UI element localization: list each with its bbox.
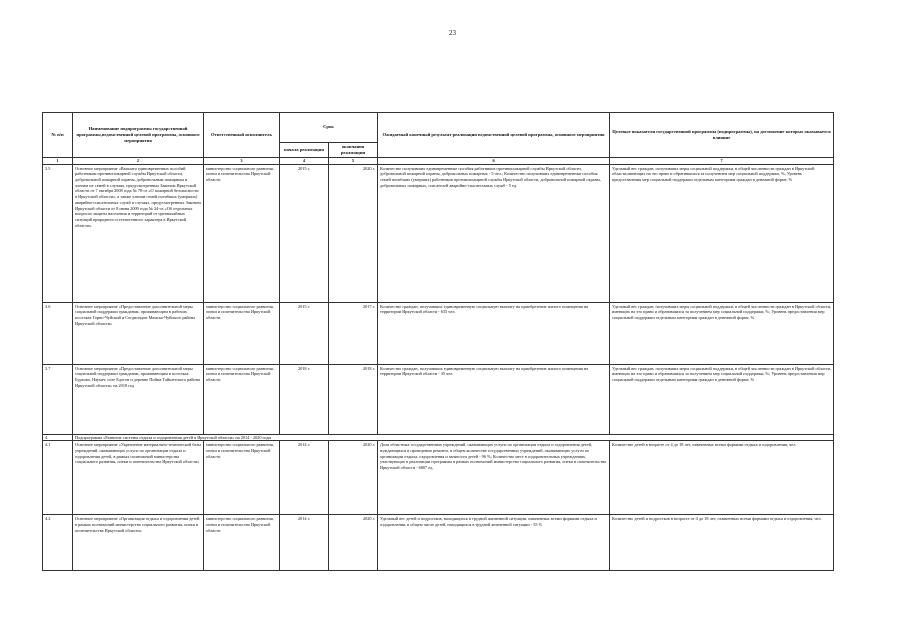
header-name: Наименование подпрограммы государственной программы,ведомственной целевой программы, основного мероприятия: [73, 113, 204, 158]
col-number: 5: [329, 158, 378, 165]
header-end: окончания реализации: [329, 143, 378, 158]
row-name: Основное мероприятие «Организация отдыха и оздоровления детей в рамках полномочий министерства социального развития, опеки и попечительства Иркутской области»: [73, 515, 204, 571]
row-name: Основное мероприятие «Укрепление материально-технической базы учреждений, оказывающих услуги по организации отдыха и оздоровления детей, в рамках полномочий министерства социального развития, опеки и попечительства Иркутской области»: [73, 441, 204, 515]
section-title: Подпрограмма «Развитие системы отдыха и оздоровления детей в Иркутской области» на 2014 - 2020 годы: [73, 434, 834, 441]
col-number: 4: [280, 158, 329, 165]
col-number: 6: [378, 158, 610, 165]
header-result: Ожидаемый конечный результат реализации ведомственной целевой программы, основного мероприятия: [378, 113, 610, 158]
header-indicators: Целевые показатели государственной программы (подпрограммы), на достижение которых оказывается влияние: [610, 113, 834, 158]
row-executor: министерство социального развития, опеки и попечительства Иркутской области: [204, 302, 280, 364]
row-num: 4.1: [43, 441, 73, 515]
row-executor: министерство социального развития, опеки и попечительства Иркутской области: [204, 441, 280, 515]
col-number: 1: [43, 158, 73, 165]
row-start: 2014 г.: [280, 515, 329, 571]
page-number: 23: [449, 29, 456, 37]
header-num: № п/п: [43, 113, 73, 158]
row-name: Основное мероприятие «Предоставление дополнительной меры социальной поддержки гражданам, проживающим в поселках Бурхово, Наумет, селе Едогон и деревне Пойма Тайшетского района Иркутской области» на 2018 год: [73, 364, 204, 434]
row-result: Количество граждан, получивших единовременную социальную выплату на приобретение жилого помещения на территории Иркутской области - 35 чел.: [378, 364, 610, 434]
table-row: [43, 302, 834, 364]
row-indicators: Удельный вес граждан, получивших меры социальной поддержки, в общей численности граждан в Иркутской области,имеющих на это право и обратившихся за получением мер социальной поддержки, %; Уровень предоставления мер социальной поддержки отдельным категориям граждан в денежной форме, %: [610, 164, 834, 302]
col-number: 3: [204, 158, 280, 165]
header-start: начала реализации: [280, 143, 329, 158]
header-executor: Ответственный исполнитель: [204, 113, 280, 158]
row-num: 4.2: [43, 515, 73, 571]
program-table: [42, 112, 834, 571]
row-num: 3.6: [43, 302, 73, 364]
row-name: Основное мероприятие «Предоставление дополнительной меры социальной поддержки гражданам, проживающим в рабочих поселках Горно-Чуйский и Согдиондон Мамско-Чуйского района Иркутской области»: [73, 302, 204, 364]
row-executor: министерство социального развития, опеки и попечительства Иркутской области: [204, 364, 280, 434]
row-start: 2014 г.: [280, 441, 329, 515]
table-row: [43, 515, 834, 571]
row-indicators: Количество детей в возрасте от 4 до 18 лет, охваченных всеми формами отдыха и оздоровления, чел.: [610, 441, 834, 515]
row-result: Доля областных государственных учреждений, оказывающих услуги по организации отдыха и оздоровления детей, нуждающихся в проведении ремонта, в общем количестве государственных учреждений, оказывающих услуги по организации отдыха, оздоровления и занятости детей - 96 %; Количество мест в оздоровительных учреждениях, участвующих в реализации программы в рамках полномочий министерства социального развития, опеки и попечительства Иркутской области - 6807 ед.: [378, 441, 610, 515]
row-name: Основное мероприятие «Выплата единовременных пособий работникам противопожарной службы Иркутской области, добровольной пожарной охраны, добровольным пожарным и членам их семей в случаях, предусмотренных Законом Иркутской области от 7 октября 2008 года № 78-оз «О пожарной безопасности в Иркутской области», а также членам семей погибших (умерших) аварийно-спасательных служб в случаях, предусмотренных Законом Иркутской области от 8 июня 2009 года № 34-оз «Об отдельных вопросах защиты населения и территорий от чрезвычайных ситуаций природного и техногенного характера в Иркутской области»: [73, 164, 204, 302]
row-num: 3.5: [43, 164, 73, 302]
row-result: Количество получивших единовременные пособия работников противопожарной службы Иркутской области, добровольной пожарной охраны, добровольных пожарных - 5 чел.; Количество получивших единовременные пособия семей погибших (умерших) работников противопожарной службы Иркутской области, добровольной пожарной охраны, добровольных пожарных, спасателей аварийно-спасательных служб - 5 ед.: [378, 164, 610, 302]
col-number: 2: [73, 158, 204, 165]
row-indicators: Удельный вес граждан, получивших меры социальной поддержки, в общей численности граждан в Иркутской области, имеющих на это право и обратившихся за получением мер социальной поддержки, %; Уровень предоставления мер социальной поддержки отдельным категориям граждан в денежной форме, %: [610, 302, 834, 364]
row-num: 3.7: [43, 364, 73, 434]
row-end: 2018 г.: [329, 364, 378, 434]
section-row: [43, 434, 834, 441]
row-executor: министерство социального развития, опеки и попечительства Иркутской области: [204, 515, 280, 571]
row-end: 2020 г.: [329, 441, 378, 515]
row-start: 2015 г.: [280, 164, 329, 302]
row-start: 2015 г.: [280, 302, 329, 364]
section-num: 4.: [43, 434, 73, 441]
column-numbers-row: [43, 158, 834, 165]
table-row: [43, 164, 834, 302]
header-term: Срок: [280, 113, 378, 143]
row-indicators: Количество детей и подростков в возрасте от 4 до 18 лет, охваченных всеми формами отдыха и оздоровления, чел.: [610, 515, 834, 571]
table-row: [43, 441, 834, 515]
row-end: 2020 г.: [329, 164, 378, 302]
row-indicators: Удельный вес граждан, получивших меры социальной поддержки, в общей численности граждан в Иркутской области, имеющих на это право и обратившихся за получением мер социальной поддержки, %; Уровень предоставления мер социальной поддержки отдельным категориям граждан в денежной форме, %: [610, 364, 834, 434]
row-end: 2017 г.: [329, 302, 378, 364]
row-start: 2018 г.: [280, 364, 329, 434]
row-executor: министерство социального развития, опеки и попечительства Иркутской области: [204, 164, 280, 302]
row-result: Удельный вес детей и подростков, находящихся в трудной жизненной ситуации, охваченных всеми формами отдыха и оздоровления, в общем числе детей, находящихся в трудной жизненной ситуации - 55 %: [378, 515, 610, 571]
table-row: [43, 364, 834, 434]
row-result: Количество граждан, получивших единовременную социальную выплату на приобретение жилого помещения на территории Иркутской области - 635 чел.: [378, 302, 610, 364]
col-number: 7: [610, 158, 834, 165]
row-end: 2020 г.: [329, 515, 378, 571]
